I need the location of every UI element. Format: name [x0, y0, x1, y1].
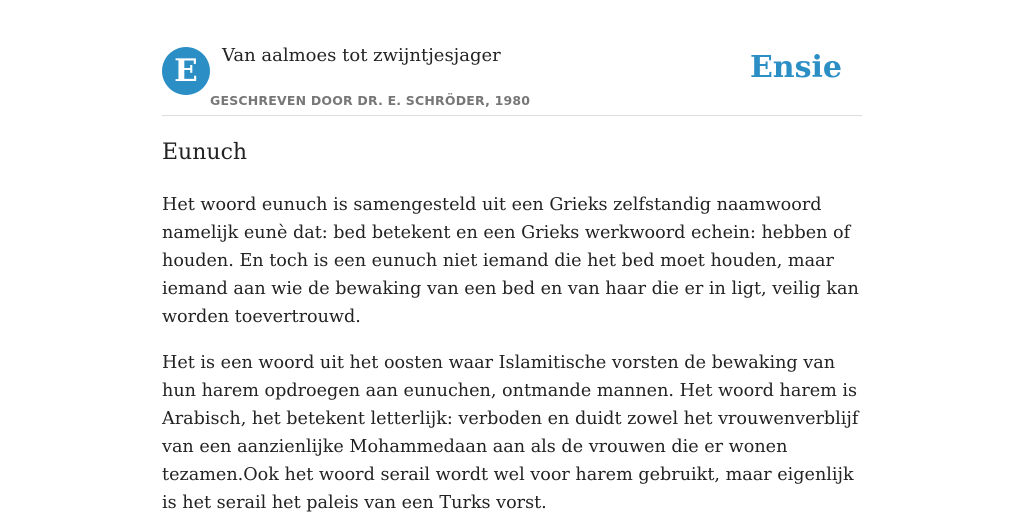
entry-title: Eunuch	[162, 140, 248, 165]
byline: GESCHREVEN DOOR DR. E. SCHRÖDER, 1980	[210, 93, 531, 108]
content-container	[162, 0, 862, 512]
paragraph-1: Het woord eunuch is samengesteld uit een Grieks zelfstandig naamwoord namelijk eunè dat: bed betekent en een Grieks werkwoord echein: hebben of houden. En toch is een eunuch niet iemand die het bed moet houden, maar iemand aan wie de bewaking van een bed en van haar die er in ligt, veilig kan worden toevertrouwd.	[162, 195, 859, 327]
ensie-logo-icon[interactable]: E	[162, 47, 210, 95]
book-title[interactable]: Van aalmoes tot zwijntjesjager	[222, 45, 501, 66]
paragraph-2: Het is een woord uit het oosten waar Islamitische vorsten de bewaking van hun harem opdroegen aan eunuchen, ontmande mannen. Het woord harem is Arabisch, het betekent letterlijk: verboden en duidt zowel het vrouwenverblijf van een aanzienlijke Mohammedaan aan als de vrouwen die er wonen tezamen.Ook het woord serail wordt wel voor harem gebruikt, maar eigenlijk is het serail het paleis van een Turks vorst.	[162, 353, 859, 512]
entry-body	[162, 191, 862, 512]
header	[162, 0, 862, 116]
brand-link[interactable]: Ensie	[749, 50, 842, 85]
